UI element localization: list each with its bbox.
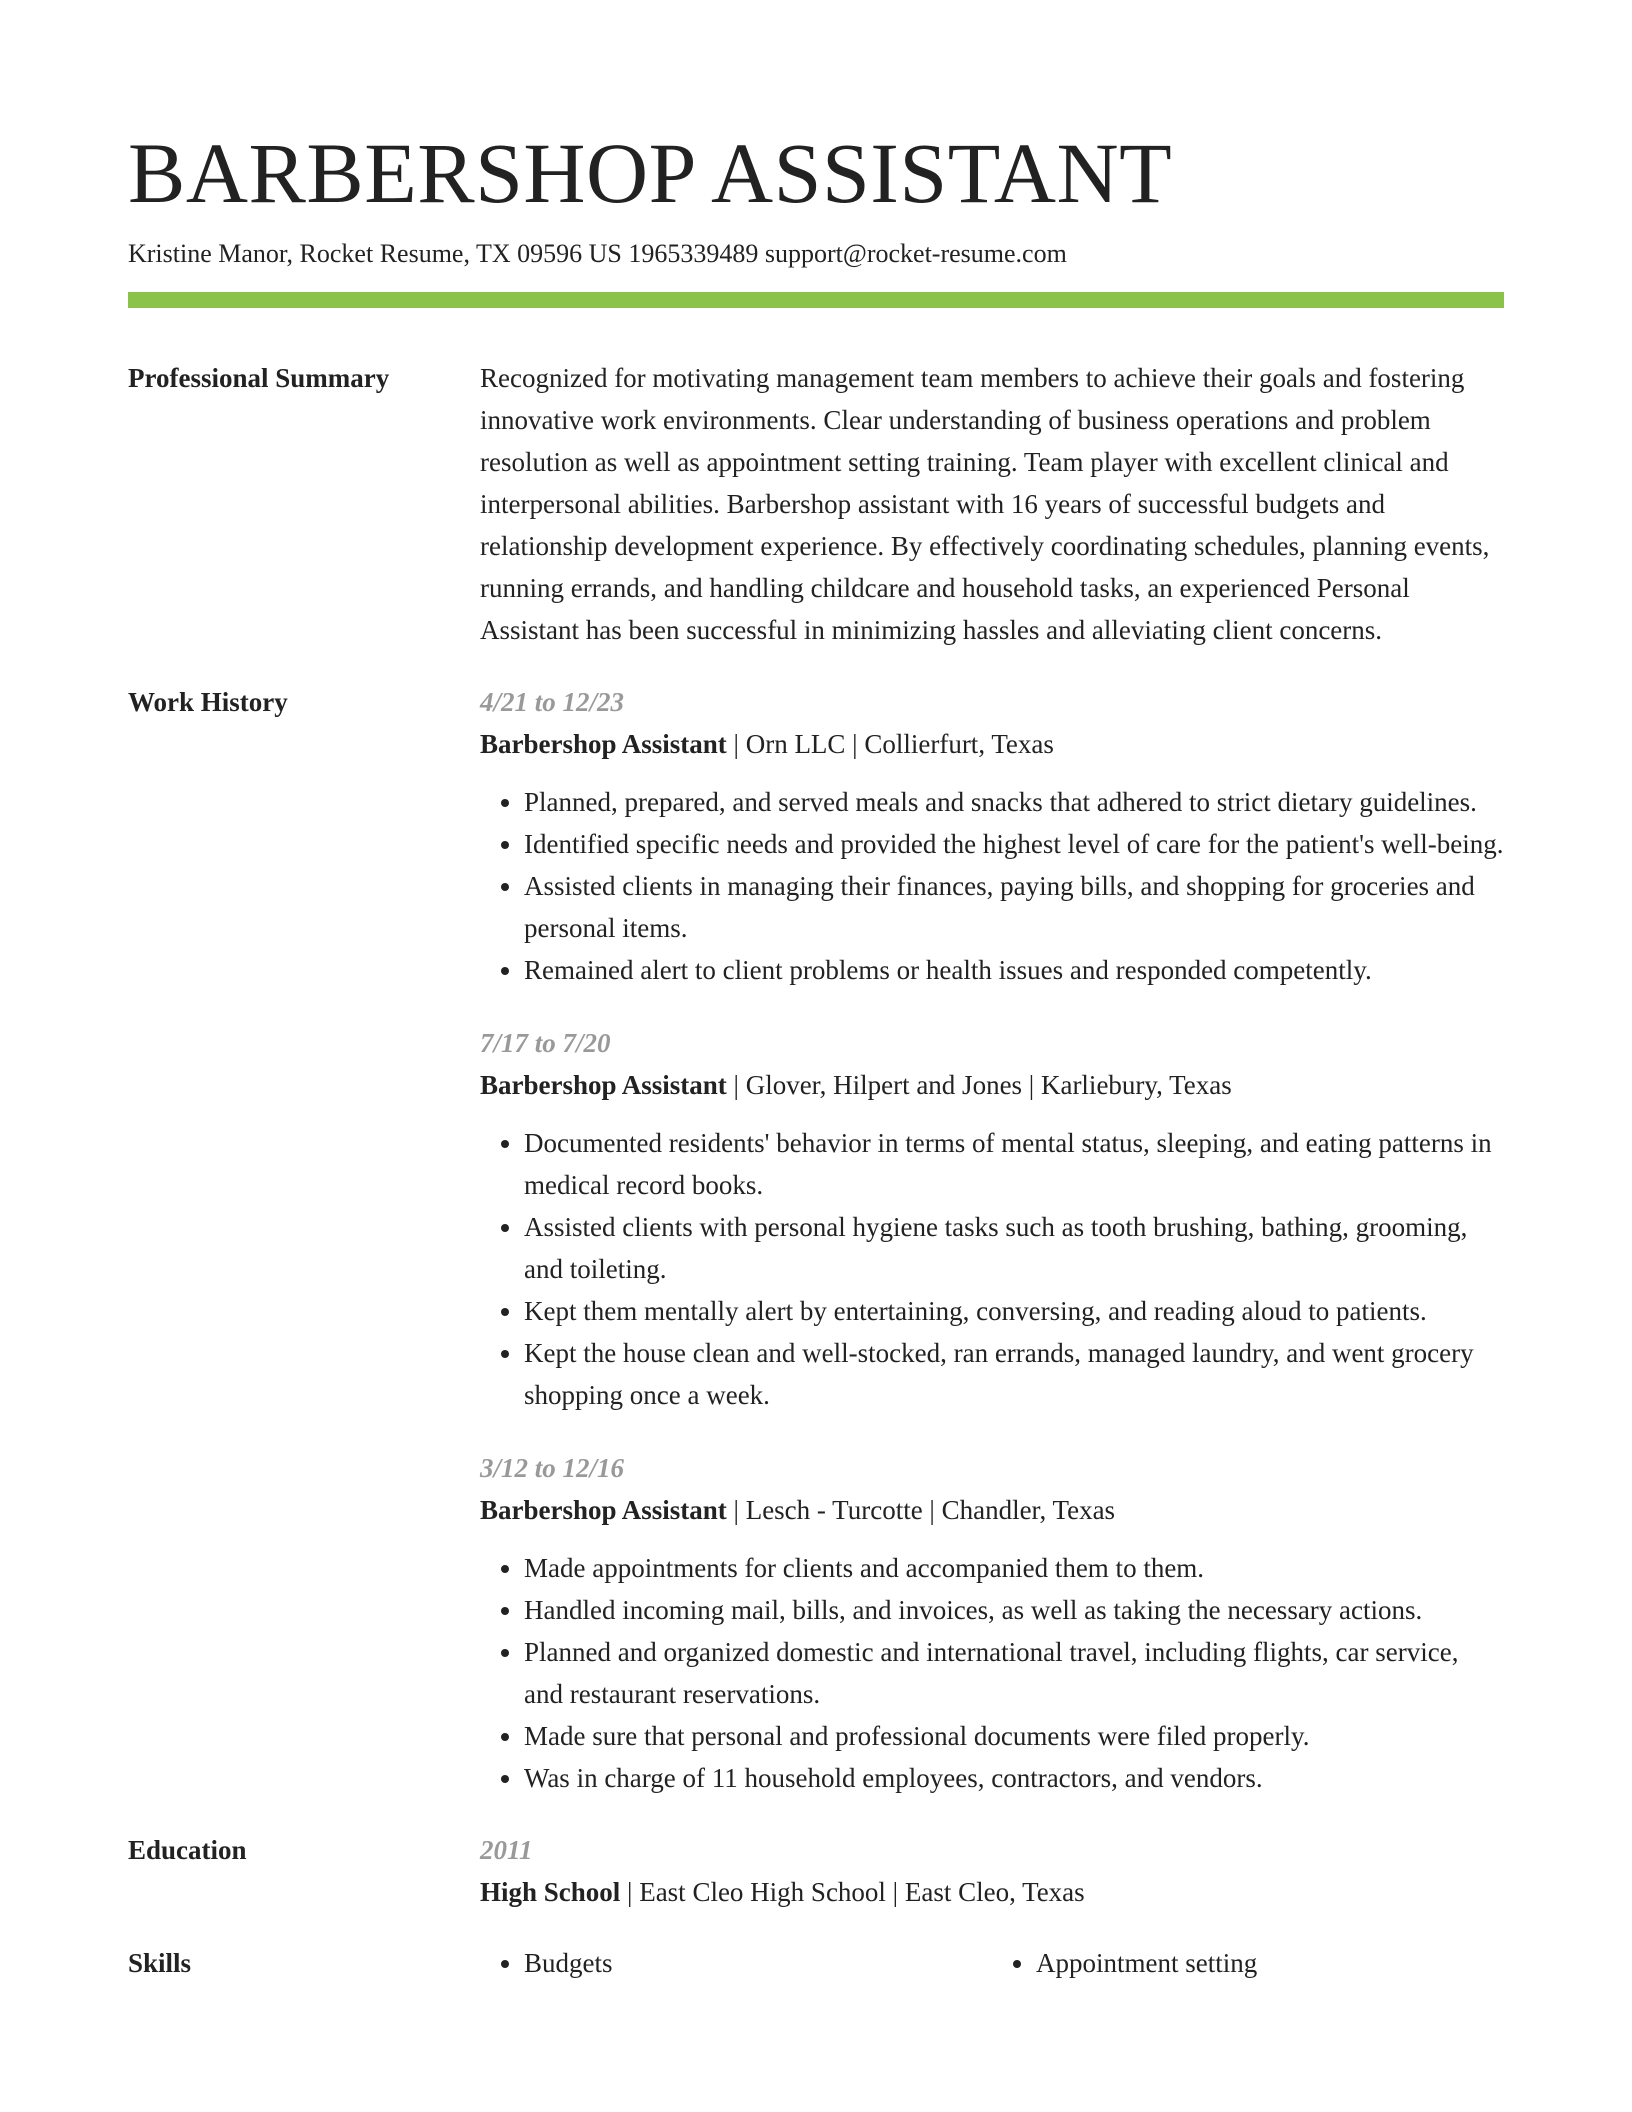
job-duties [480,1122,1504,1416]
job-duty-item: • Identified specific needs and provided the highest level of care for the patient's well-being. [524,823,1504,865]
job-duty-item: • Kept them mentally alert by entertaining, conversing, and reading aloud to patients. [524,1290,1504,1332]
job-dates: 3/12 to 12/16 [480,1453,625,1483]
job-title: Barbershop Assistant [480,1070,727,1100]
skills-column-left [480,1942,992,1984]
job-heading [480,723,1504,765]
summary-text: Recognized for motivating management team members to achieve their goals and fostering innovative work environments. Clear understanding of business operations and problem resolution as well as appointment setting training. Team player with excellent clinical and interpersonal abilities. Barbershop assistant with 16 years of successful budgets and relationship development experience. By effectively coordinating schedules, planning events, running errands, and handling childcare and household tasks, an experienced Personal Assistant has been successful in minimizing hassles and alleviating client concerns. [480,363,1490,645]
education-degree: High School [480,1877,621,1907]
work-history-body [480,681,1504,1799]
job-duties [480,1547,1504,1799]
summary-section [128,357,1504,651]
work-history-section [128,681,1504,1799]
contact-name: Kristine Manor, [128,239,294,268]
job-duty-item: • Planned and organized domestic and international travel, including flights, car service, and restaurant reservations. [524,1631,1504,1715]
job-duty-item: • Was in charge of 11 household employees, contractors, and vendors. [524,1757,1504,1799]
job-details: | Orn LLC | Collierfurt, Texas [726,729,1054,759]
contact-email: support@rocket-resume.com [764,239,1067,268]
resume-title: BARBERSHOP ASSISTANT [128,125,1173,221]
education-body [480,1829,1504,1913]
job-entry [480,681,1504,991]
summary-heading: Professional Summary [128,363,390,393]
job-dates: 4/21 to 12/23 [480,687,625,717]
job-title: Barbershop Assistant [480,729,727,759]
summary-body [480,357,1504,651]
job-heading [480,1064,1504,1106]
skills-body [480,1942,1504,1984]
job-duty-item: • Remained alert to client problems or health issues and responded competently. [524,949,1504,991]
contact-company: Rocket Resume, [299,239,470,268]
job-details: | Glover, Hilpert and Jones | Karliebury, Texas [726,1070,1232,1100]
skills-list [480,1942,1504,1984]
skills-heading: Skills [128,1948,192,1978]
job-details: | Lesch - Turcotte | Chandler, Texas [726,1495,1116,1525]
job-dates: 7/17 to 7/20 [480,1028,611,1058]
skills-section [128,1942,1504,1984]
skills-column-right [992,1942,1504,1984]
job-duties [480,781,1504,991]
education-heading: Education [128,1835,247,1865]
education-section [128,1829,1504,1913]
work-history-heading: Work History [128,687,288,717]
job-duty-item: • Assisted clients with personal hygiene tasks such as tooth brushing, bathing, grooming, and toileting. [524,1206,1504,1290]
job-title: Barbershop Assistant [480,1495,727,1525]
job-duty-item: • Handled incoming mail, bills, and invoices, as well as taking the necessary actions. [524,1589,1504,1631]
job-duty-item: • Made appointments for clients and accompanied them to them. [524,1547,1504,1589]
skill-item: • Appointment setting [1036,1942,1504,1984]
job-duty-item: • Documented residents' behavior in terms of mental status, sleeping, and eating patterns in medical record books. [524,1122,1504,1206]
education-year: 2011 [480,1835,533,1865]
job-heading [480,1489,1504,1531]
job-duty-item: • Assisted clients in managing their finances, paying bills, and shopping for groceries and personal items. [524,865,1504,949]
contact-phone: 1965339489 [628,239,759,268]
education-details: | East Cleo High School | East Cleo, Texas [620,1877,1085,1907]
header-divider [128,292,1504,308]
job-duty-item: • Made sure that personal and professional documents were filed properly. [524,1715,1504,1757]
education-line [480,1871,1504,1913]
contact-line [128,237,1504,271]
job-duty-item: • Kept the house clean and well-stocked, ran errands, managed laundry, and went grocery shopping once a week. [524,1332,1504,1416]
job-entry [480,1022,1504,1416]
job-duty-item: • Planned, prepared, and served meals and snacks that adhered to strict dietary guidelines. [524,781,1504,823]
contact-location: TX 09596 US [476,239,622,268]
job-entry [480,1447,1504,1799]
skill-item: • Budgets [524,1942,992,1984]
